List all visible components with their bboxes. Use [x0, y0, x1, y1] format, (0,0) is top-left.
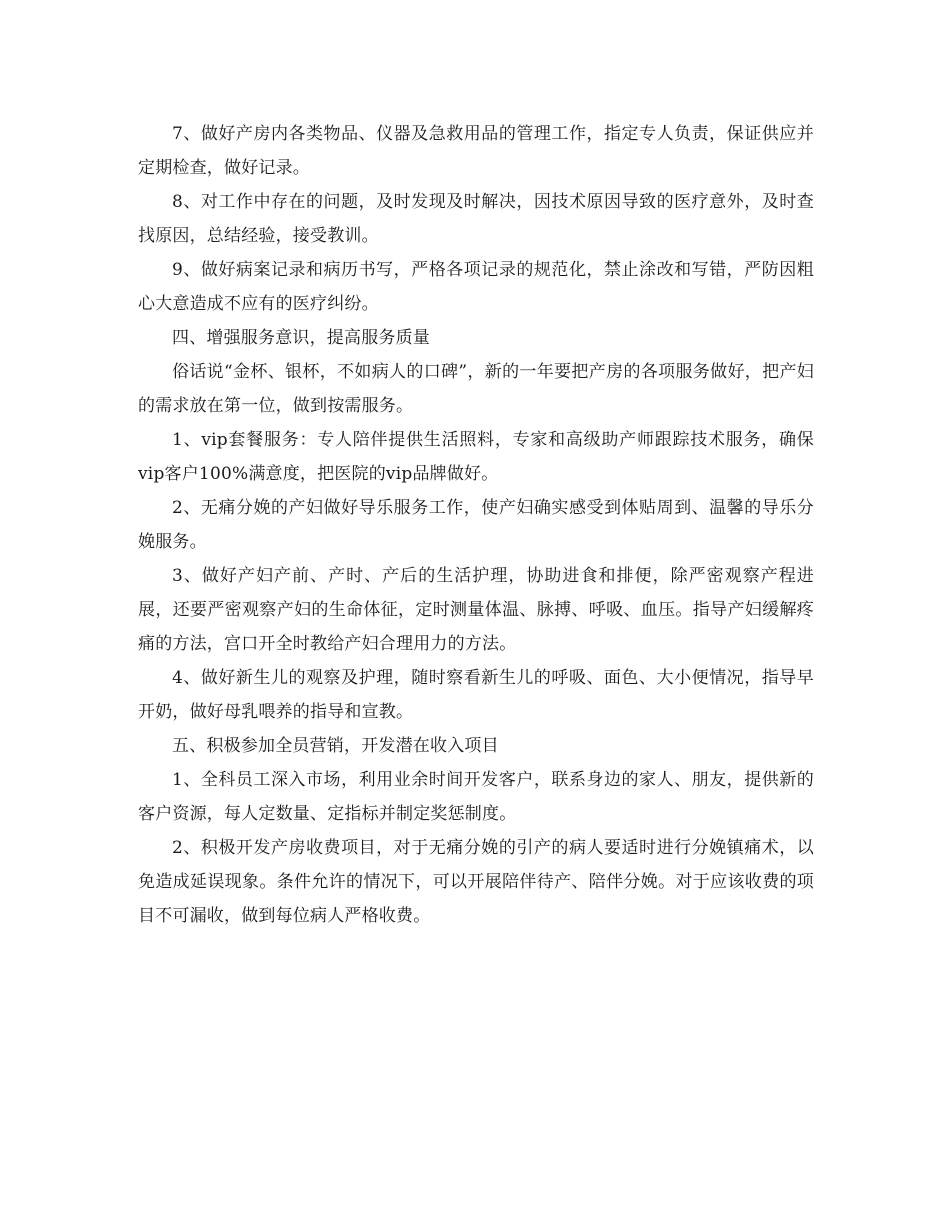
section-heading-4: 四、增强服务意识，提高服务质量	[172, 328, 430, 348]
paragraph-item-1-vip: 1、vip套餐服务：专人陪伴提供生活照料，专家和高级助产师跟踪技术服务，确保vip客户100%满意度，把医院的vip品牌做好。	[138, 430, 814, 484]
paragraph-item-1-marketing: 1、全科员工深入市场，利用业余时间开发客户，联系身边的家人、朋友，提供新的客户资源，每人定数量、定指标并制定奖惩制度。	[138, 770, 814, 824]
paragraph-item-9-records: 9、做好病案记录和病历书写，严格各项记录的规范化，禁止涂改和写错，严防因粗心大意造成不应有的医疗纠纷。	[138, 260, 814, 314]
paragraph-item-2-painless: 2、无痛分娩的产妇做好导乐服务工作，使产妇确实感受到体贴周到、温馨的导乐分娩服务。	[138, 498, 814, 552]
document-body	[138, 117, 814, 933]
paragraph-item-7-supplies: 7、做好产房内各类物品、仪器及急救用品的管理工作，指定专人负责，保证供应并定期检查，做好记录。	[138, 124, 814, 178]
paragraph-proverb: 俗话说“金杯、银杯，不如病人的口碑”，新的一年要把产房的各项服务做好，把产妇的需求放在第一位，做到按需服务。	[138, 362, 814, 416]
paragraph-item-4-newborn: 4、做好新生儿的观察及护理，随时察看新生儿的呼吸、面色、大小便情况，指导早开奶，做好母乳喂养的指导和宣教。	[138, 668, 814, 722]
paragraph-item-8-problems: 8、对工作中存在的问题，及时发现及时解决，因技术原因导致的医疗意外，及时查找原因，总结经验，接受教训。	[138, 192, 814, 246]
paragraph-item-3-care: 3、做好产妇产前、产时、产后的生活护理，协助进食和排便，除严密观察产程进展，还要严密观察产妇的生命体征，定时测量体温、脉搏、呼吸、血压。指导产妇缓解疼痛的方法，宫口开全时教给产妇合理用力的方法。	[138, 566, 814, 654]
section-heading-5: 五、积极参加全员营销，开发潜在收入项目	[172, 736, 499, 756]
paragraph-item-2-fees: 2、积极开发产房收费项目，对于无痛分娩的引产的病人要适时进行分娩镇痛术，以免造成延误现象。条件允许的情况下，可以开展陪伴待产、陪伴分娩。对于应该收费的项目不可漏收，做到每位病人严格收费。	[138, 838, 814, 926]
